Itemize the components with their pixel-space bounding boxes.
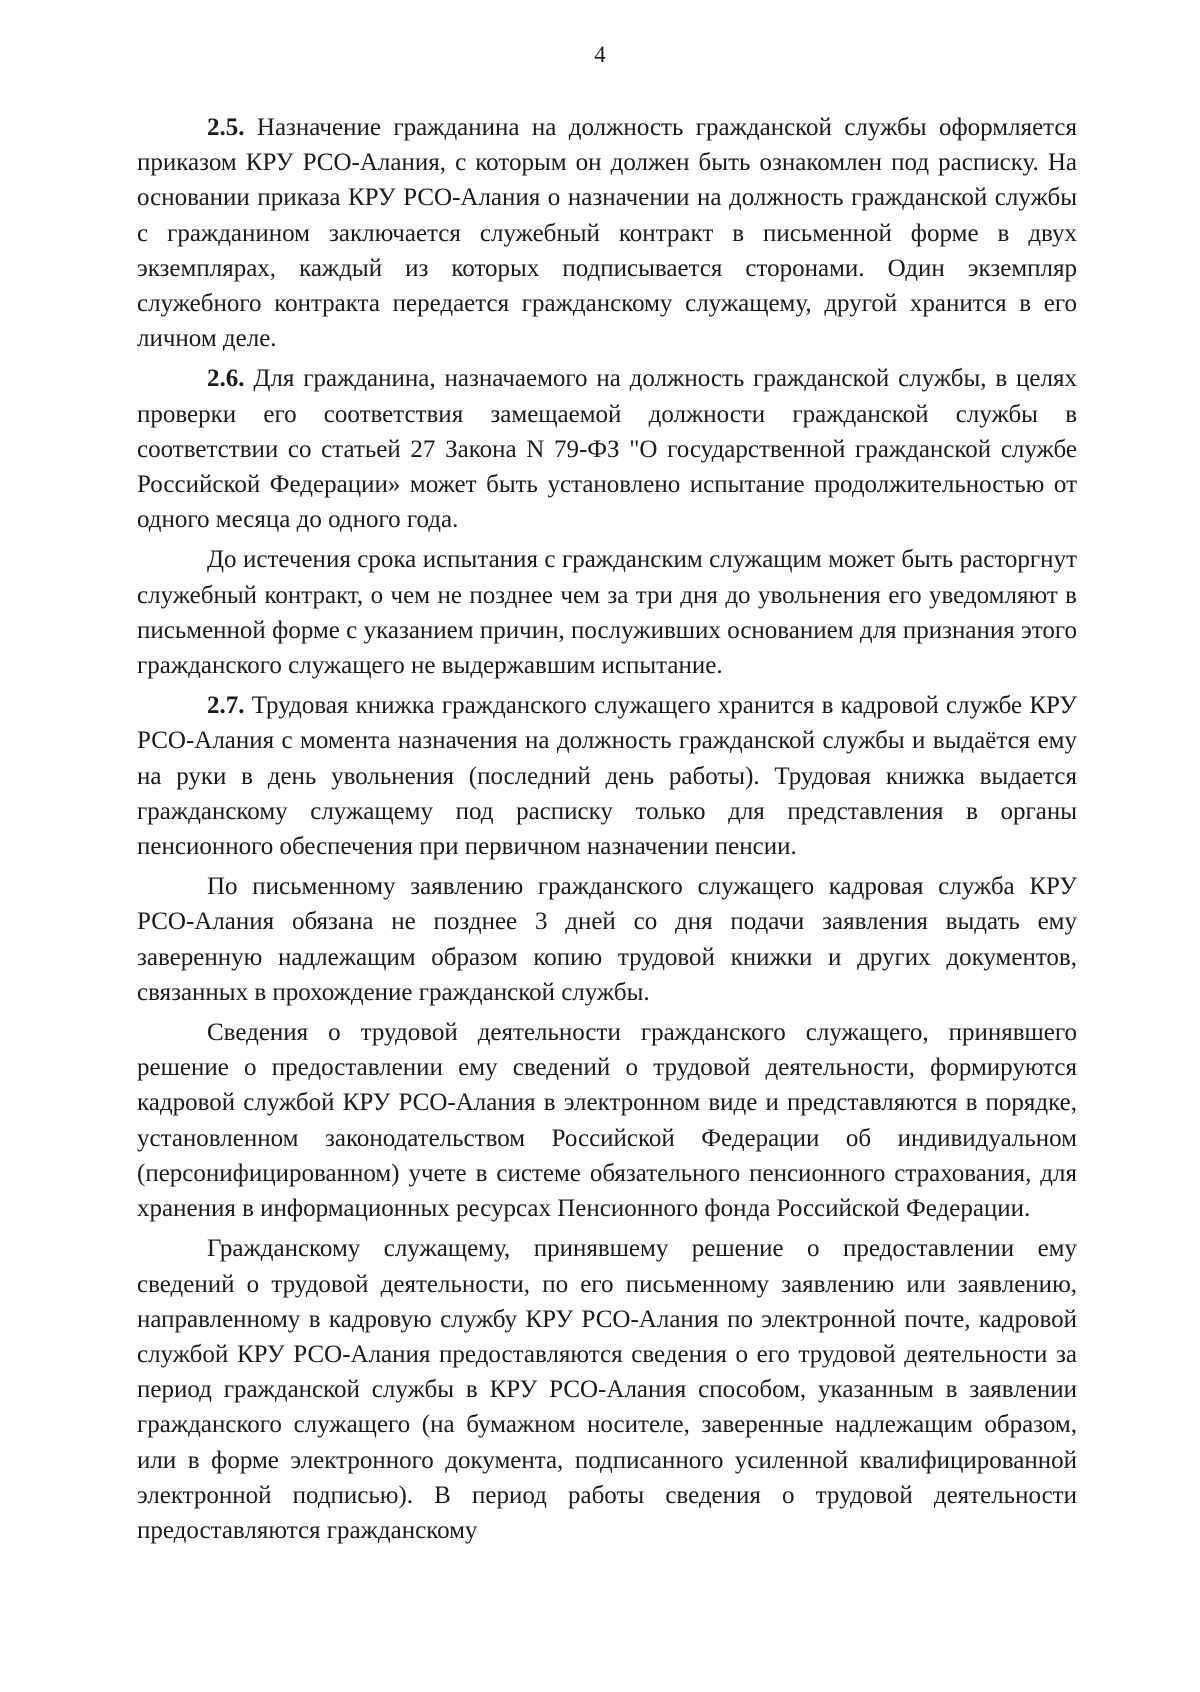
paragraph-text: По письменному заявлению гражданского служащего кадровая служба КРУ РСО-Алания обязана не позднее 3 дней со дня подачи заявления выдать ему заверенную надлежащим образом копию трудовой книжки и других документов, связанных в прохождение гражданской службы. (137, 873, 1077, 1006)
paragraph-labor-info-provision (137, 1231, 1077, 1548)
paragraph-text: Сведения о трудовой деятельности гражданского служащего, принявшего решение о предоставлении ему сведений о трудовой деятельности, формируются кадровой службой КРУ РСО-Алания в электронном виде и представляются в порядке, установленном законодательством Российской Федерации об индивидуальном (персонифицированном) учете в системе обязательного пенсионного страхования, для хранения в информационных ресурсах Пенсионного фонда Российской Федерации. (137, 1019, 1077, 1223)
section-number: 2.7. (207, 692, 245, 720)
paragraph-2-7 (137, 688, 1077, 864)
paragraph-text: Назначение гражданина на должность гражданской службы оформляется приказом КРУ РСО-Алания, с которым он должен быть ознакомлен под расписку. На основании приказа КРУ РСО-Алания о назначении на должность гражданской службы с гражданином заключается служебный контракт в письменной форме в двух экземплярах, каждый из которых подписывается сторонами. Один экземпляр служебного контракта передается гражданскому служащему, другой хранится в его личном деле. (137, 114, 1077, 353)
paragraph-text: Гражданскому служащему, принявшему решение о предоставлении ему сведений о трудовой деятельности, по его письменному заявлению или заявлению, направленному в кадровую службу КРУ РСО-Алания по электронной почте, кадровой службой КРУ РСО-Алания предоставляются сведения о его трудовой деятельности за период гражданской службы в КРУ РСО-Алания способом, указанным в заявлении гражданского служащего (на бумажном носителе, заверенные надлежащим образом, или в форме электронного документа, подписанного усиленной квалифицированной электронной подписью). В период работы сведения о трудовой деятельности предоставляются гражданскому (137, 1235, 1077, 1544)
document-body (137, 110, 1077, 1553)
paragraph-2-6 (137, 361, 1077, 537)
paragraph-text: До истечения срока испытания с гражданским служащим может быть расторгнут служебный контракт, о чем не позднее чем за три дня до увольнения его уведомляют в письменной форме с указанием причин, послуживших основанием для признания этого гражданского служащего не выдержавшим испытание. (137, 546, 1077, 680)
paragraph-text: Для гражданина, назначаемого на должность гражданской службы, в целях проверки его соответствия замещаемой должности гражданской службы в соответствии со статьей 27 Закона N 79-ФЗ "О государственной гражданской службе Российской Федерации» может быть установлено испытание продолжительностью от одного месяца до одного года. (137, 365, 1077, 534)
page-number: 4 (594, 42, 606, 67)
paragraph-labor-info-electronic (137, 1015, 1077, 1226)
paragraph-2-5 (137, 110, 1077, 356)
paragraph-workbook-copy (137, 869, 1077, 1010)
section-number: 2.5. (207, 114, 245, 141)
paragraph-probation-termination (137, 542, 1077, 683)
paragraph-text: Трудовая книжка гражданского служащего хранится в кадровой службе КРУ РСО-Алания с момента назначения на должность гражданской службы и выдаётся ему на руки в день увольнения (последний день работы). Трудовая книжка выдается гражданскому служащему под расписку только для представления в органы пенсионного обеспечения при первичном назначении пенсии. (137, 692, 1077, 861)
section-number: 2.6. (207, 365, 245, 393)
